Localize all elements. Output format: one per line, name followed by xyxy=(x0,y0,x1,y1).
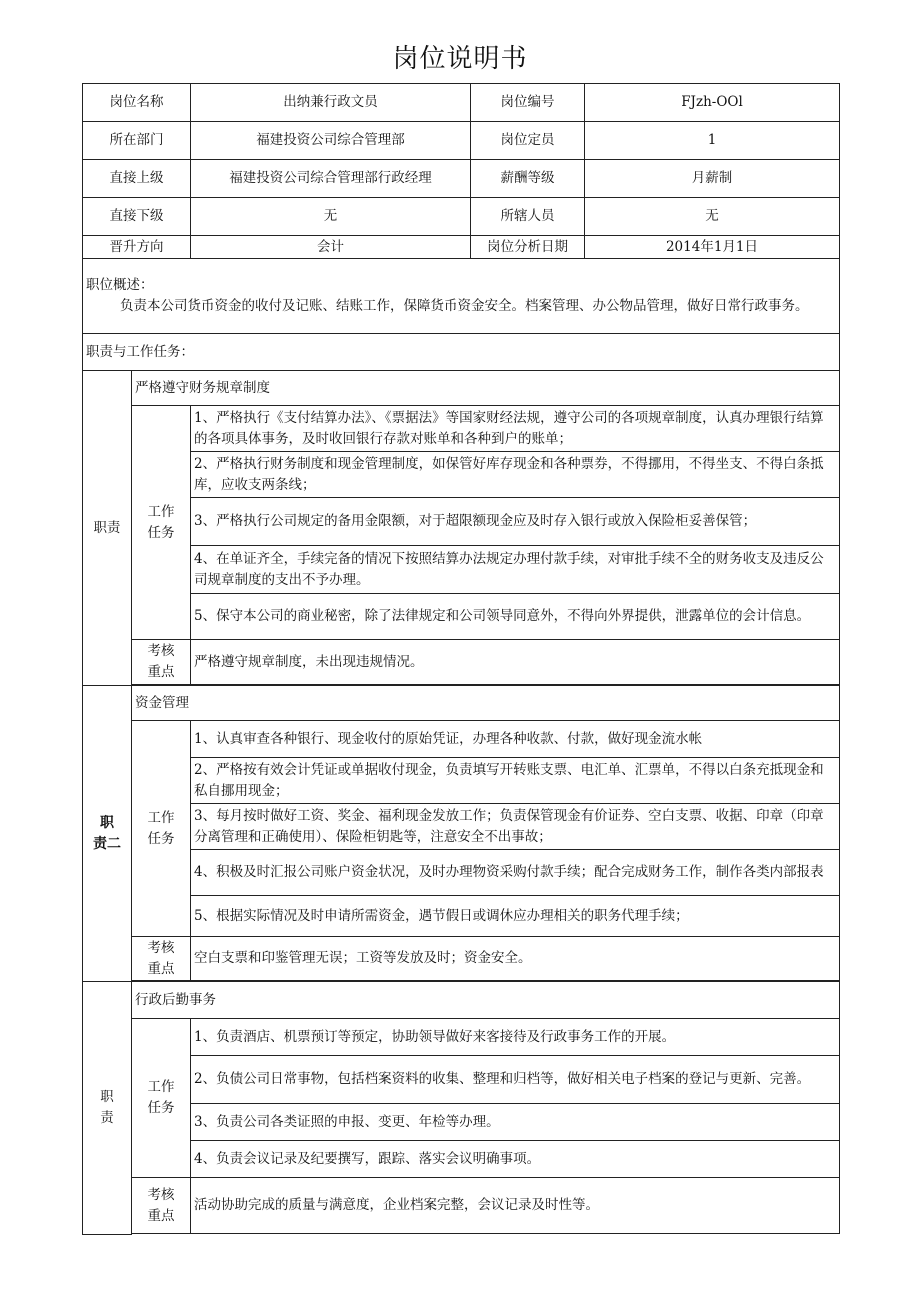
salary-value: 月薪制 xyxy=(585,160,840,198)
headcount-label: 岗位定员 xyxy=(471,122,585,160)
duty-2-work-label-1: 工作 xyxy=(147,809,175,826)
duty-3-task-row xyxy=(83,1141,840,1178)
duty-3-work-label xyxy=(132,1019,191,1178)
duty-1-task-3: 3、严格执行公司规定的备用金限额，对于超限额现金应及时存入银行或放入保险柜妥善保管； xyxy=(191,498,840,546)
duty-3-task-3: 3、负责公司各类证照的申报、变更、年检等办理。 xyxy=(191,1104,840,1141)
promotion-value: 会计 xyxy=(191,236,471,259)
duty-1-task-row xyxy=(83,406,840,452)
job-description-table xyxy=(82,83,840,1235)
position-code-label: 岗位编号 xyxy=(471,84,585,122)
overview-label: 职位概述： xyxy=(86,277,154,293)
duty-3-name xyxy=(83,982,132,1235)
duty-3-assess-label xyxy=(132,1178,191,1234)
info-row-department xyxy=(83,122,840,160)
salary-label: 薪酬等级 xyxy=(471,160,585,198)
duty-1-work-label-2: 任务 xyxy=(147,524,175,541)
duty-3-assess-label-2: 重点 xyxy=(147,1207,175,1224)
staff-label: 所辖人员 xyxy=(471,198,585,236)
duty-3-task-row xyxy=(83,1056,840,1104)
duty-3-assess-label-1: 考核 xyxy=(147,1186,175,1203)
duty-2-task-3: 3、每月按时做好工资、奖金、福利现金发放工作；负责保管现金有价证券、空白支票、收据、印章（印章分离管理和正确使用）、保险柜钥匙等，注意安全不出事故； xyxy=(191,804,840,850)
duty-1-assess-label-2: 重点 xyxy=(147,664,175,680)
duty-2-task-4: 4、积极及时汇报公司账户资金状况，及时办理物资采购付款手续；配合完成财务工作，制作各类内部报表 xyxy=(191,850,840,896)
duty-3-assess: 活动协助完成的质量与满意度，企业档案完整，会议记录及时性等。 xyxy=(191,1178,840,1234)
info-row-supervisor xyxy=(83,160,840,198)
duty-3-work-label-1: 工作 xyxy=(147,1079,175,1095)
duty-2-work-label-2: 任务 xyxy=(147,830,175,847)
duty-1-task-row xyxy=(83,546,840,594)
duty-3-task-row xyxy=(83,1019,840,1056)
duty-3-name-2: 责 xyxy=(100,1109,114,1126)
info-row-promotion xyxy=(83,236,840,259)
supervisor-value: 福建投资公司综合管理部行政经理 xyxy=(191,160,471,198)
duty-2-task-1: 1、认真审查各种银行、现金收付的原始凭证，办理各种收款、付款，做好现金流水帐 xyxy=(191,721,840,758)
duty-3-task-4: 4、负责会议记录及纪要撰写，跟踪、落实会议明确事项。 xyxy=(191,1141,840,1178)
duty-3-name-1: 职 xyxy=(100,1088,114,1105)
position-name-label: 岗位名称 xyxy=(83,84,191,122)
staff-value: 无 xyxy=(585,198,840,236)
duty-2-task-row xyxy=(83,896,840,937)
duty-1-assess: 严格遵守规章制度，未出现违规情况。 xyxy=(191,640,840,685)
info-row-position xyxy=(83,84,840,122)
duty-2-task-row xyxy=(83,758,840,804)
duty-2-task-2: 2、严格按有效会计凭证或单据收付现金，负责填写开转账支票、电汇单、汇票单，不得以白条充抵现金和私自挪用现金； xyxy=(191,758,840,804)
subordinate-label: 直接下级 xyxy=(83,198,191,236)
analysis-date-value: 2014年1月1日 xyxy=(585,236,840,259)
position-code-value: FJzh-OOl xyxy=(585,84,840,122)
duty-1-assess-row xyxy=(83,640,840,685)
overview-cell xyxy=(83,259,840,334)
duty-2-assess: 空白支票和印鉴管理无误；工资等发放及时；资金安全。 xyxy=(191,937,840,981)
document-title: 岗位说明书 xyxy=(392,44,528,74)
overview-row xyxy=(83,259,840,334)
duty-1-assess-label-1: 考核 xyxy=(147,643,175,659)
department-value: 福建投资公司综合管理部 xyxy=(191,122,471,160)
duty-2-heading-row xyxy=(83,686,840,721)
duty-2-name xyxy=(83,686,132,982)
duty-2-task-row xyxy=(83,850,840,896)
duty-3-heading: 行政后勤事务 xyxy=(132,982,840,1019)
supervisor-label: 直接上级 xyxy=(83,160,191,198)
duty-3-work-label-2: 任务 xyxy=(147,1100,175,1116)
duty-1-task-5: 5、保守本公司的商业秘密，除了法律规定和公司领导同意外，不得向外界提供，泄露单位的会计信息。 xyxy=(191,594,840,640)
duty-1-name: 职责 xyxy=(83,371,132,686)
duty-3-task-1: 1、负责酒店、机票预订等预定，协助领导做好来客接待及行政事务工作的开展。 xyxy=(191,1019,840,1056)
duty-1-task-4: 4、在单证齐全，手续完备的情况下按照结算办法规定办理付款手续，对审批手续不全的财务收支及违反公司规章制度的支出不予办理。 xyxy=(191,546,840,594)
duties-label: 职责与工作任务： xyxy=(83,334,840,371)
duty-2-heading: 资金管理 xyxy=(132,686,840,721)
duty-2-assess-row xyxy=(83,937,840,981)
duty-1-work-label-1: 工作 xyxy=(147,503,175,520)
headcount-value: 1 xyxy=(585,122,840,160)
duty-1-heading-row xyxy=(83,371,840,406)
duty-1-heading: 严格遵守财务规章制度 xyxy=(132,371,840,406)
duty-1-task-row xyxy=(83,452,840,498)
duty-1-task-row xyxy=(83,594,840,640)
duty-2-task-5: 5、根据实际情况及时申请所需资金，遇节假日或调休应办理相关的职务代理手续； xyxy=(191,896,840,937)
info-row-subordinate xyxy=(83,198,840,236)
duty-1-task-row xyxy=(83,498,840,546)
department-label: 所在部门 xyxy=(83,122,191,160)
duties-label-row xyxy=(83,334,840,371)
duty-2-assess-label-2: 重点 xyxy=(147,960,175,977)
duty-1-task-1: 1、严格执行《支付结算办法》、《票据法》等国家财经法规，遵守公司的各项规章制度，认真办理银行结算的各项具体事务，及时收回银行存款对账单和各种到户的账单； xyxy=(191,406,840,452)
duty-3-heading-row xyxy=(83,982,840,1019)
duty-2-assess-label xyxy=(132,937,191,981)
position-name-value: 出纳兼行政文员 xyxy=(191,84,471,122)
duty-1-task-2: 2、严格执行财务制度和现金管理制度，如保管好库存现金和各种票券，不得挪用，不得坐支、不得白条抵库，应收支两条线； xyxy=(191,452,840,498)
duty-3-assess-row xyxy=(83,1178,840,1234)
duty-2-task-row xyxy=(83,804,840,850)
duty-3-task-row xyxy=(83,1104,840,1141)
duty-2-name-2: 责二 xyxy=(93,835,121,852)
duty-2-task-row xyxy=(83,721,840,758)
duty-2-name-1: 职 xyxy=(100,814,114,831)
duty-2-work-label xyxy=(132,721,191,937)
duty-2-assess-label-1: 考核 xyxy=(147,939,175,956)
duty-1-work-label xyxy=(132,406,191,640)
promotion-label: 晋升方向 xyxy=(83,236,191,259)
duty-3-task-2: 2、负债公司日常事物，包括档案资料的收集、整理和归档等，做好相关电子档案的登记与更新、完善。 xyxy=(191,1056,840,1104)
duty-1-assess-label xyxy=(132,640,191,685)
subordinate-value: 无 xyxy=(191,198,471,236)
analysis-date-label: 岗位分析日期 xyxy=(471,236,585,259)
overview-text: 负责本公司货币资金的收付及记账、结账工作，保障货币资金安全。档案管理、办公物品管理，做好日常行政事务。 xyxy=(120,298,809,314)
